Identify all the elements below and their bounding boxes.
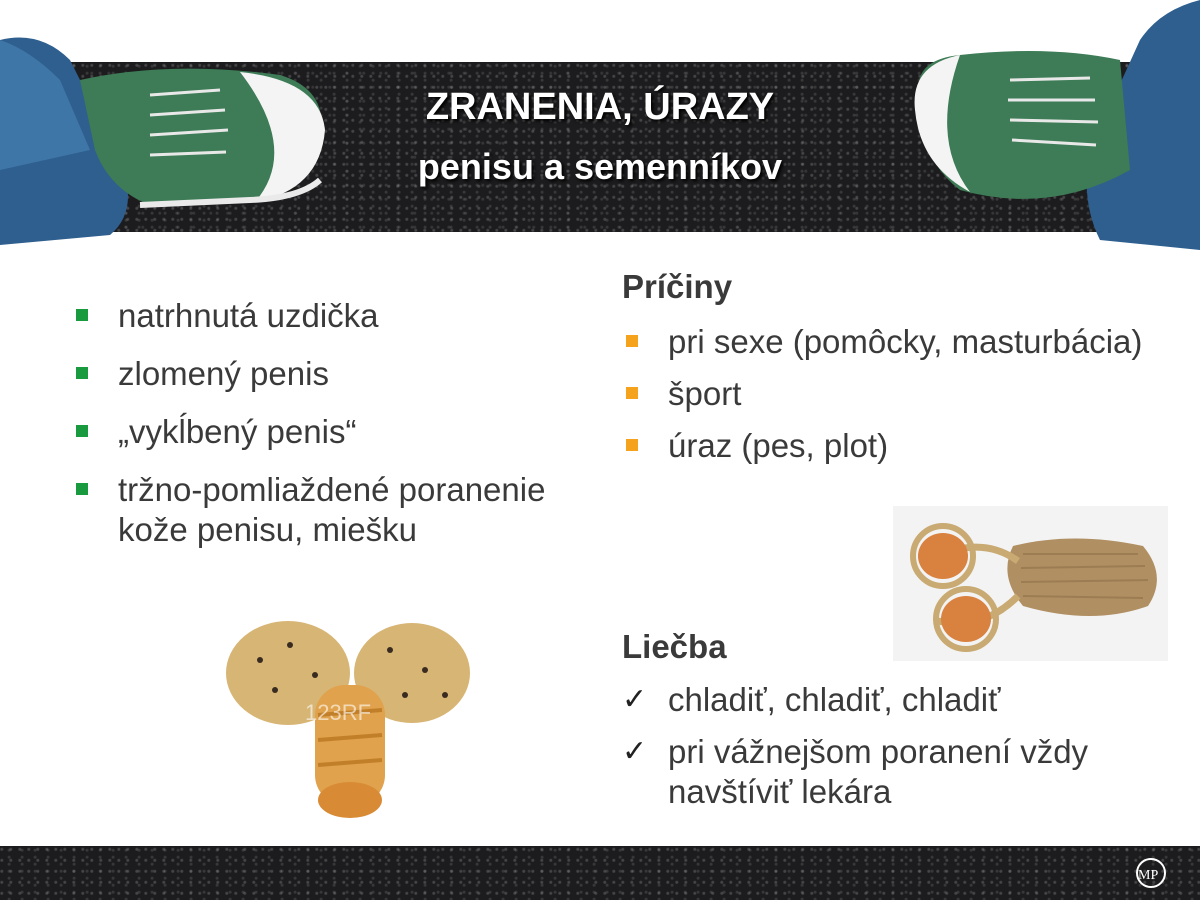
list-item: tržno-pomliaždené poranenie kože penisu, miešku xyxy=(72,470,612,550)
list-item: šport xyxy=(622,374,1162,414)
logo xyxy=(1128,855,1174,891)
pastry-photo xyxy=(220,615,480,825)
svg-text:MP: MP xyxy=(1138,868,1159,883)
orange-square-bullet-icon xyxy=(626,439,638,451)
green-square-bullet-icon xyxy=(76,483,88,495)
list-item: „vykĺbený penis“ xyxy=(72,412,612,452)
right-sneaker-image xyxy=(900,0,1200,260)
footer-banner xyxy=(0,846,1200,900)
green-square-bullet-icon xyxy=(76,367,88,379)
list-item: ✓ pri vážnejšom poranení vždy navštíviť lekára xyxy=(622,733,1089,810)
list-item: úraz (pes, plot) xyxy=(622,426,1162,466)
injury-list xyxy=(72,296,612,568)
checkmark-icon: ✓ xyxy=(622,735,648,768)
slide-subtitle: penisu a semenníkov xyxy=(417,146,783,187)
orange-square-bullet-icon xyxy=(626,387,638,399)
svg-text:123RF: 123RF xyxy=(305,700,372,725)
list-item: ✓ chladiť, chladiť, chladiť xyxy=(622,681,1001,718)
left-sneaker-image xyxy=(0,20,340,250)
causes-list xyxy=(622,322,1162,478)
list-item: zlomený penis xyxy=(72,354,612,394)
slide-title: ZRANENIA, ÚRAZY xyxy=(425,86,775,128)
green-square-bullet-icon xyxy=(76,425,88,437)
eggs-sack-photo xyxy=(893,506,1168,661)
treatment-heading: Liečba xyxy=(622,628,727,665)
list-item: natrhnutá uzdička xyxy=(72,296,612,336)
orange-square-bullet-icon xyxy=(626,335,638,347)
causes-heading: Príčiny xyxy=(622,268,733,305)
checkmark-icon: ✓ xyxy=(622,683,648,716)
list-item: pri sexe (pomôcky, masturbácia) xyxy=(622,322,1162,362)
green-square-bullet-icon xyxy=(76,309,88,321)
treatment-list xyxy=(622,680,1182,824)
